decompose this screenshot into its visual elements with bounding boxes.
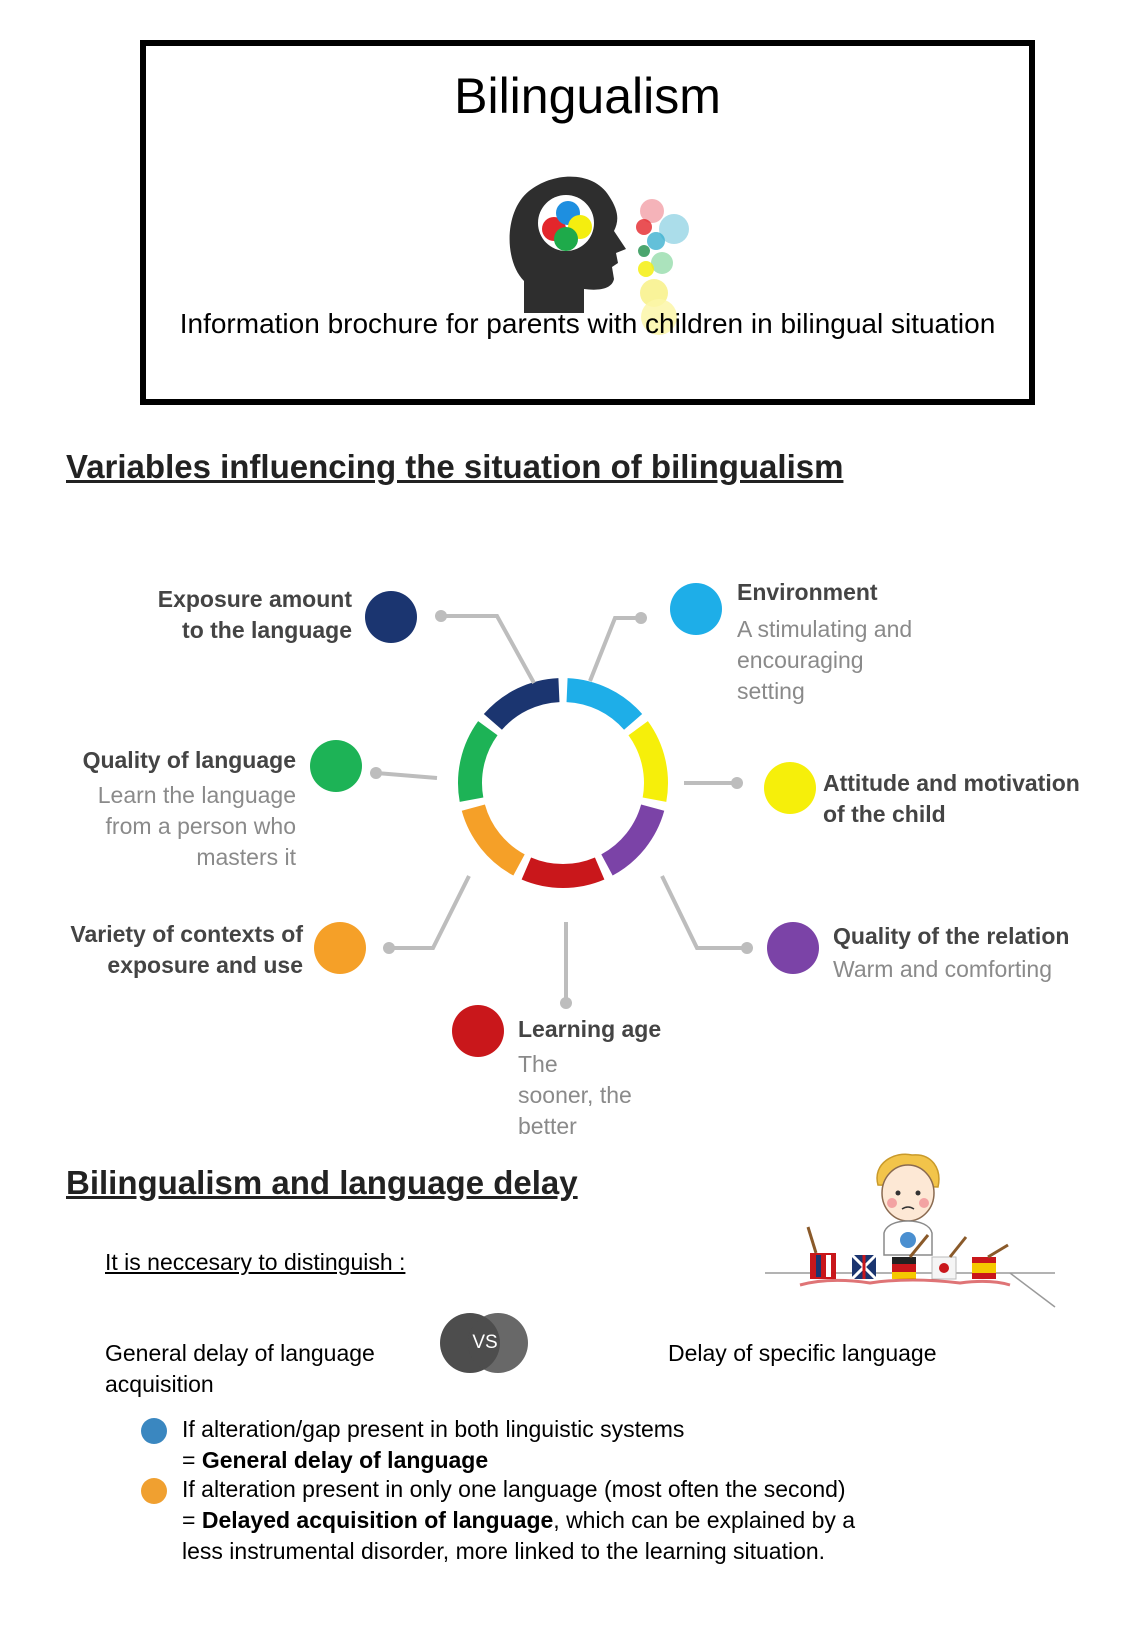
connector-exposure-end — [435, 610, 447, 622]
connector-environment — [590, 618, 641, 681]
variable-environment-desc-line1: A stimulating and — [737, 616, 913, 642]
ring-segment — [493, 690, 559, 722]
general-delay-term-line2: acquisition — [105, 1371, 214, 1397]
variable-attitude-label-line1: Attitude and motivation — [823, 770, 1080, 796]
variable-exposure-label-line1: Exposure amount — [157, 586, 352, 612]
bullet-delayed-acquisition-line3: less instrumental disorder, more linked to the learning situation. — [182, 1538, 826, 1564]
document-title: Bilingualism — [454, 68, 721, 124]
variable-quality-language-desc-line1: Learn the language — [97, 782, 296, 808]
bullet-general-delay-line1: If alteration/gap present in both linguistic systems — [182, 1416, 685, 1442]
color-ring — [470, 690, 656, 876]
distinguish-intro: It is neccesary to distinguish : — [105, 1249, 406, 1275]
ring-segment — [470, 728, 488, 799]
general-delay-term-line1: General delay of language — [105, 1340, 375, 1366]
ring-segment — [607, 808, 653, 865]
child-with-paint-pots-icon — [760, 1145, 1060, 1315]
bullet-delayed-acquisition-dot — [141, 1478, 167, 1504]
header-box — [140, 40, 1035, 405]
connector-learning-age-end — [560, 997, 572, 1009]
variable-learning-age-desc-line1: The — [518, 1051, 558, 1077]
variable-quality-language-desc-line3: masters it — [196, 844, 296, 870]
variable-environment-dot — [670, 583, 722, 635]
ring-segment — [567, 690, 633, 722]
variable-learning-age-dot — [452, 1005, 504, 1057]
specific-delay-term: Delay of specific language — [668, 1340, 937, 1366]
variable-learning-age-desc-line3: better — [518, 1113, 577, 1139]
variable-relation-text — [833, 921, 1123, 985]
variable-exposure-dot — [365, 591, 417, 643]
variable-relation-desc: Warm and comforting — [833, 956, 1052, 982]
bullet-delayed-acquisition-line1: If alteration present in only one language (most often the second) — [182, 1476, 846, 1502]
variable-environment-label: Environment — [737, 579, 878, 605]
vs-label: VS — [472, 1332, 498, 1353]
connector-environment-end — [635, 612, 647, 624]
connector-relation-end — [741, 942, 753, 954]
bullet-delayed-acquisition-bold: Delayed acquisition of language — [201, 1507, 554, 1533]
variable-quality-language-text — [40, 745, 296, 873]
vs-venn-icon — [440, 1312, 530, 1374]
variable-environment-desc-line2: encouraging — [737, 647, 864, 673]
variable-learning-age-desc-line2: sooner, the — [518, 1082, 632, 1108]
variable-learning-age-text — [518, 1014, 718, 1142]
variable-environment-text — [737, 577, 977, 707]
bullet-general-delay-bold: General delay of language — [201, 1447, 489, 1473]
variable-attitude-dot — [764, 762, 816, 814]
variable-learning-age-label: Learning age — [518, 1016, 662, 1042]
variable-variety-label — [20, 919, 303, 981]
general-delay-term — [105, 1338, 425, 1400]
variable-relation-label: Quality of the relation — [833, 923, 1070, 949]
variable-exposure-label-line2: to the language — [182, 617, 352, 643]
connector-relation — [662, 876, 747, 948]
variable-exposure-label — [60, 584, 352, 646]
variable-relation-dot — [767, 922, 819, 974]
bullet-general-delay-eq: = — [182, 1447, 202, 1473]
variable-attitude-label — [823, 768, 1123, 830]
document-subtitle: Information brochure for parents with children in bilingual situation — [179, 308, 996, 339]
bullet-delayed-acquisition-eq: = — [182, 1507, 202, 1533]
bullet-general-delay-dot — [141, 1418, 167, 1444]
variable-attitude-label-line2: of the child — [823, 801, 946, 827]
connector-exposure — [441, 616, 534, 683]
bullet-general-delay — [182, 1414, 1082, 1476]
variable-variety-label-line1: Variety of contexts of — [70, 921, 303, 947]
ring-segment — [526, 868, 599, 876]
ring-segment — [638, 728, 656, 799]
connector-variety-end — [383, 942, 395, 954]
variables-section-title: Variables influencing the situation of bilingualism — [66, 448, 844, 485]
variable-quality-language-label: Quality of language — [82, 747, 296, 773]
ring-segment — [473, 808, 519, 865]
variable-variety-label-line2: exposure and use — [107, 952, 303, 978]
bullet-delayed-acquisition-line2 — [182, 1505, 1102, 1536]
variable-quality-language-desc-line2: from a person who — [105, 813, 296, 839]
bullet-general-delay-line2 — [182, 1445, 1082, 1476]
connector-attitude-end — [731, 777, 743, 789]
bullet-delayed-acquisition — [182, 1474, 1102, 1567]
connector-quality-language — [376, 773, 437, 778]
variable-environment-desc-line3: setting — [737, 678, 805, 704]
variable-quality-language-dot — [310, 740, 362, 792]
connector-quality-language-end — [370, 767, 382, 779]
connector-variety — [389, 876, 469, 948]
variable-variety-dot — [314, 922, 366, 974]
bullet-delayed-acquisition-rest: , which can be explained by a — [553, 1507, 856, 1533]
delay-section-title: Bilingualism and language delay — [66, 1164, 578, 1201]
